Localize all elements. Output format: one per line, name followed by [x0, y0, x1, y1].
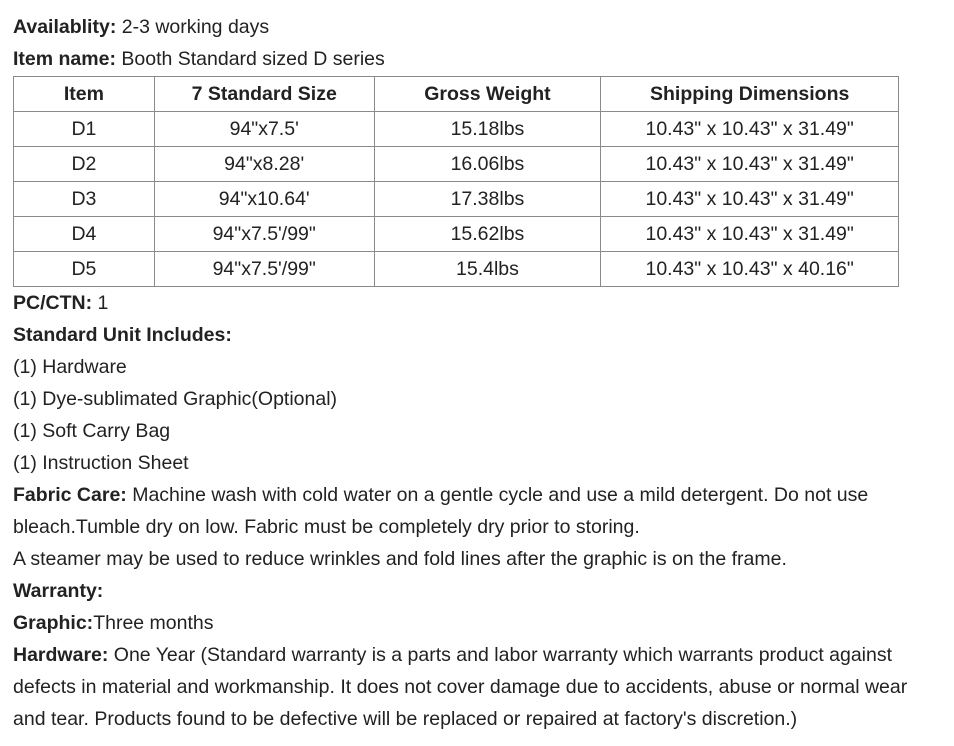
cell-dimensions: 10.43" x 10.43" x 31.49": [601, 147, 899, 182]
includes-heading: [13, 319, 954, 351]
table-row: [14, 217, 899, 252]
availability-value: 2-3 working days: [116, 16, 270, 38]
table-row: [14, 182, 899, 217]
includes-label: Standard Unit Includes:: [13, 324, 232, 346]
fabric-care-paragraph: [13, 479, 943, 543]
warranty-hardware-label: Hardware:: [13, 644, 109, 666]
cell-size: 94"x10.64': [154, 182, 374, 217]
cell-weight: 17.38lbs: [374, 182, 601, 217]
cell-dimensions: 10.43" x 10.43" x 31.49": [601, 217, 899, 252]
table-row: [14, 112, 899, 147]
availability-label: Availablity:: [13, 16, 117, 38]
item-name-value: Booth Standard sized D series: [115, 48, 385, 70]
fabric-care-note: A steamer may be used to reduce wrinkles and fold lines after the graphic is on the frame.: [13, 548, 787, 570]
item-name-label: Item name:: [13, 48, 116, 70]
cell-item: D1: [14, 112, 155, 147]
table-header-row: [14, 77, 899, 112]
list-item: (1) Dye-sublimated Graphic(Optional): [13, 388, 338, 410]
header-standard-size: 7 Standard Size: [154, 77, 374, 112]
cell-item: D5: [14, 252, 155, 287]
table-row: [14, 252, 899, 287]
header-shipping-dimensions: Shipping Dimensions: [601, 77, 899, 112]
warranty-hardware-value: One Year (Standard warranty is a parts and labor warranty which warrants product against defects in material and workmanship. It does not cover damage due to accidents, abuse or normal wear and tear. Products found to be defective will be replaced or repaired at factory's discretion.): [13, 644, 908, 730]
pc-ctn-value: 1: [92, 292, 109, 314]
cell-size: 94"x7.5': [154, 112, 374, 147]
item-name-line: [13, 43, 954, 75]
cell-weight: 15.62lbs: [374, 217, 601, 252]
cell-weight: 15.18lbs: [374, 112, 601, 147]
cell-dimensions: 10.43" x 10.43" x 40.16": [601, 252, 899, 287]
warranty-hardware-paragraph: [13, 639, 943, 735]
cell-item: D2: [14, 147, 155, 182]
warranty-heading: [13, 575, 954, 607]
header-item: Item: [14, 77, 155, 112]
cell-dimensions: 10.43" x 10.43" x 31.49": [601, 112, 899, 147]
warranty-graphic-label: Graphic:: [13, 612, 94, 634]
spec-table: [13, 76, 899, 287]
cell-weight: 16.06lbs: [374, 147, 601, 182]
availability-line: [13, 11, 954, 43]
fabric-care-value: Machine wash with cold water on a gentle cycle and use a mild detergent. Do not use bleach.Tumble dry on low. Fabric must be completely dry prior to storing.: [13, 484, 869, 538]
table-row: [14, 147, 899, 182]
warranty-graphic-line: [13, 607, 954, 639]
pc-ctn-label: PC/CTN:: [13, 292, 93, 314]
header-gross-weight: Gross Weight: [374, 77, 601, 112]
list-item: (1) Hardware: [13, 356, 127, 378]
warranty-graphic-value: Three months: [93, 612, 214, 634]
cell-size: 94"x7.5'/99": [154, 217, 374, 252]
cell-size: 94"x7.5'/99": [154, 252, 374, 287]
list-item: (1) Soft Carry Bag: [13, 420, 171, 442]
pc-ctn-line: [13, 287, 954, 319]
fabric-care-label: Fabric Care:: [13, 484, 127, 506]
cell-size: 94"x8.28': [154, 147, 374, 182]
list-item: (1) Instruction Sheet: [13, 452, 189, 474]
cell-item: D3: [14, 182, 155, 217]
cell-dimensions: 10.43" x 10.43" x 31.49": [601, 182, 899, 217]
cell-weight: 15.4lbs: [374, 252, 601, 287]
warranty-label: Warranty:: [13, 580, 104, 602]
cell-item: D4: [14, 217, 155, 252]
